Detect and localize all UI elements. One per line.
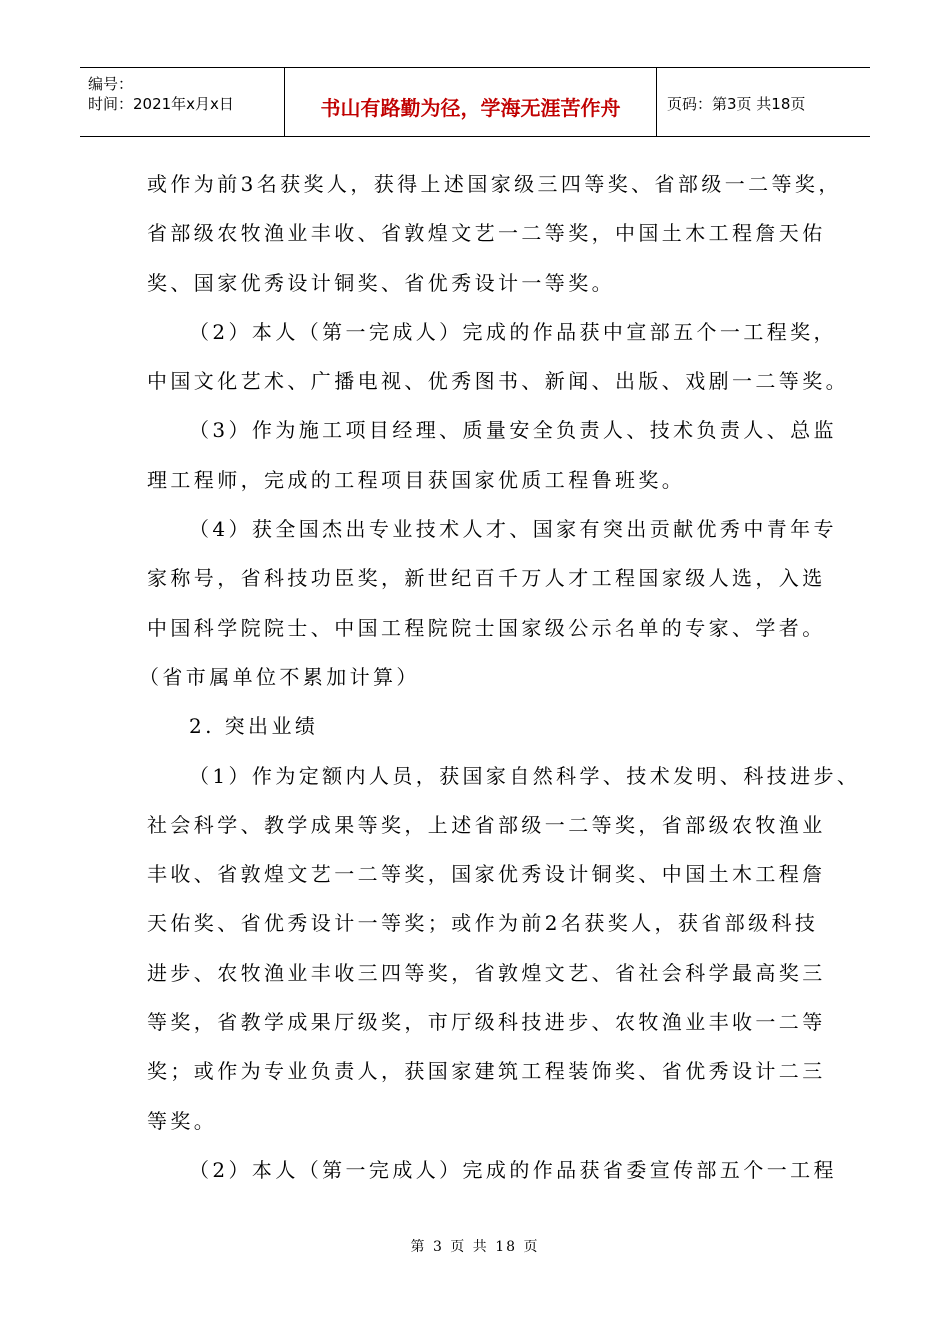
header-motto-cell: [285, 68, 657, 136]
body-line: 中国文化艺术、广播电视、优秀图书、新闻、出版、戏剧一二等奖。: [147, 369, 849, 394]
body-line: （4）获全国杰出专业技术人才、国家有突出贡献优秀中青年专: [189, 517, 837, 542]
page-header: [80, 67, 870, 137]
body-line: 进步、农牧渔业丰收三四等奖，省敦煌文艺、省社会科学最高奖三: [147, 960, 826, 985]
body-line: 等奖，省教学成果厅级奖，市厅级科技进步、农牧渔业丰收一二等: [147, 1010, 826, 1035]
document-body: [139, 160, 861, 1195]
body-line: 天佑奖、省优秀设计一等奖；或作为前2名获奖人，获省部级科技: [147, 911, 819, 936]
body-line: 省部级农牧渔业丰收、省敦煌文艺一二等奖，中国土木工程詹天佑: [147, 221, 826, 246]
document-number-label: 编号：: [88, 75, 134, 93]
body-line: 奖；或作为专业负责人，获国家建筑工程装饰奖、省优秀设计二三: [147, 1059, 826, 1084]
document-time-label: 时间：2021年x月x日: [88, 95, 234, 113]
body-line: 社会科学、教学成果等奖，上述省部级一二等奖，省部级农牧渔业: [147, 812, 826, 837]
body-line: 奖、国家优秀设计铜奖、省优秀设计一等奖。: [147, 270, 615, 295]
body-line: （2）本人（第一完成人）完成的作品获省委宣传部五个一工程: [189, 1157, 837, 1182]
body-line: 丰收、省敦煌文艺一二等奖，国家优秀设计铜奖、中国土木工程詹: [147, 862, 826, 887]
body-line: （3）作为施工项目经理、质量安全负责人、技术负责人、总监: [189, 418, 837, 443]
header-page-number: 页码：第3页 共18页: [667, 95, 806, 113]
body-line: （1）作为定额内人员，获国家自然科学、技术发明、科技进步、: [189, 763, 861, 788]
body-line: 理工程师，完成的工程项目获国家优质工程鲁班奖。: [147, 467, 686, 492]
body-line: （省市属单位不累加计算）: [139, 664, 420, 689]
body-line: （2）本人（第一完成人）完成的作品获中宣部五个一工程奖，: [189, 319, 837, 344]
header-meta-cell: [80, 68, 285, 136]
body-line: 中国科学院院士、中国工程院院士国家级公示名单的专家、学者。: [147, 615, 826, 640]
section-heading: 2. 突出业绩: [189, 714, 319, 739]
page-footer: 第 3 页 共 18 页: [410, 1239, 540, 1255]
header-motto: 书山有路勤为径，学海无涯苦作舟: [320, 96, 621, 120]
body-line: 家称号，省科技功臣奖，新世纪百千万人才工程国家级人选，入选: [147, 566, 826, 591]
body-line: 或作为前3名获奖人，获得上述国家级三四等奖、省部级一二等奖，: [147, 172, 842, 196]
header-page-cell: [657, 68, 870, 136]
body-line: 等奖。: [147, 1108, 218, 1133]
